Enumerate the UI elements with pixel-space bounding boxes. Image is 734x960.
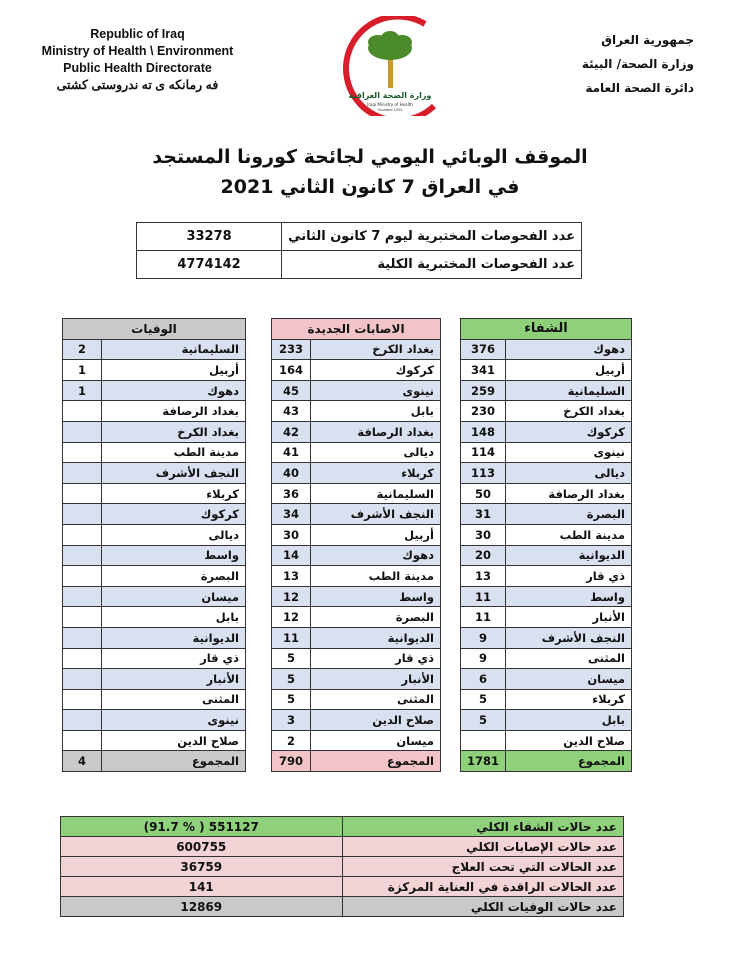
new-cases-row [272,586,441,607]
deaths-table [62,318,246,772]
new-cases-row [272,483,441,504]
deaths-province: ميسان [102,586,246,607]
daily-tests-row [137,223,582,251]
recoveries-row [461,545,632,566]
deaths-row [63,421,246,442]
recoveries-total-row [461,751,632,772]
header-arabic-ministry: وزارة الصحة/ البيئة [581,57,694,71]
recoveries-row [461,463,632,484]
summary-icu-value: 141 [61,877,343,897]
summary-icu-row [61,877,624,897]
recoveries-value: 230 [461,401,506,422]
deaths-row [63,380,246,401]
deaths-header-row [63,319,246,340]
new-cases-value: 45 [272,380,311,401]
deaths-row [63,524,246,545]
deaths-value: 2 [63,339,102,360]
recoveries-province: أربيل [506,360,632,381]
deaths-row [63,401,246,422]
new-cases-value: 164 [272,360,311,381]
recoveries-province: كركوك [506,421,632,442]
new-cases-value: 11 [272,627,311,648]
recoveries-table [460,318,632,772]
deaths-province: بابل [102,607,246,628]
deaths-row [63,545,246,566]
recoveries-total-label: المجموع [506,751,632,772]
recoveries-province: النجف الأشرف [506,627,632,648]
recoveries-value: 20 [461,545,506,566]
deaths-total-value: 4 [63,751,102,772]
deaths-value [63,648,102,669]
recoveries-province: صلاح الدين [506,730,632,751]
deaths-province: النجف الأشرف [102,463,246,484]
recoveries-value: 259 [461,380,506,401]
deaths-province: دهوك [102,380,246,401]
recoveries-row [461,627,632,648]
deaths-value [63,730,102,751]
recoveries-row [461,360,632,381]
recoveries-province: نينوى [506,442,632,463]
recoveries-value: 6 [461,669,506,690]
new-cases-total-row [272,751,441,772]
new-cases-value: 12 [272,607,311,628]
new-cases-province: ديالى [311,442,441,463]
new-cases-province: دهوك [311,545,441,566]
recoveries-province: دهوك [506,339,632,360]
header-arabic-country: جمهورية العراق [601,33,694,47]
new-cases-row [272,504,441,525]
recoveries-province: بغداد الرصافة [506,483,632,504]
deaths-row [63,689,246,710]
recoveries-province: واسط [506,586,632,607]
recoveries-value: 50 [461,483,506,504]
recoveries-value: 376 [461,339,506,360]
deaths-value [63,442,102,463]
new-cases-value: 5 [272,689,311,710]
recoveries-total-value: 1781 [461,751,506,772]
recoveries-row [461,339,632,360]
total-tests-label: عدد الفحوصات المختبرية الكلية [282,251,582,279]
header-directorate: Public Health Directorate [63,61,212,75]
recoveries-value: 113 [461,463,506,484]
new-cases-province: الديوانية [311,627,441,648]
new-cases-value: 5 [272,648,311,669]
deaths-province: صلاح الدين [102,730,246,751]
logo-palm-fronds [368,31,412,60]
new-cases-value: 2 [272,730,311,751]
deaths-value [63,463,102,484]
recoveries-row [461,669,632,690]
new-cases-province: واسط [311,586,441,607]
recoveries-province: بابل [506,710,632,731]
deaths-province: نينوى [102,710,246,731]
deaths-value [63,586,102,607]
deaths-province: كركوك [102,504,246,525]
logo-arabic-text: وزارة الصحة العراقية [348,91,432,100]
recoveries-province: ديالى [506,463,632,484]
deaths-value [63,627,102,648]
deaths-row [63,710,246,731]
header-ministry: Ministry of Health \ Environment [41,44,234,58]
deaths-total-label: المجموع [102,751,246,772]
new-cases-province: أربيل [311,524,441,545]
recoveries-value: 11 [461,607,506,628]
recoveries-row [461,524,632,545]
new-cases-row [272,401,441,422]
new-cases-value: 41 [272,442,311,463]
new-cases-row [272,524,441,545]
deaths-row [63,566,246,587]
summary-table [60,816,624,917]
new-cases-row [272,545,441,566]
new-cases-value: 233 [272,339,311,360]
recoveries-province: الأنبار [506,607,632,628]
deaths-value [63,524,102,545]
new-cases-province: كربلاء [311,463,441,484]
new-cases-row [272,566,441,587]
new-cases-total-value: 790 [272,751,311,772]
new-cases-province: بغداد الكرخ [311,339,441,360]
new-cases-value: 3 [272,710,311,731]
new-cases-row [272,648,441,669]
header-english-block [30,26,245,94]
summary-infections-label: عدد حالات الإصابات الكلي [342,837,624,857]
recoveries-row [461,566,632,587]
summary-recovered-row [61,817,624,837]
recoveries-row [461,648,632,669]
new-cases-province: السليمانية [311,483,441,504]
deaths-value [63,545,102,566]
deaths-value [63,401,102,422]
new-cases-value: 14 [272,545,311,566]
summary-recovered-value: (91.7 % ) 551127 [61,817,343,837]
total-tests-value: 4774142 [137,251,282,279]
recoveries-value: 5 [461,689,506,710]
deaths-province: السليمانية [102,339,246,360]
deaths-row [63,730,246,751]
new-cases-row [272,669,441,690]
recoveries-province: المثنى [506,648,632,669]
new-cases-value: 34 [272,504,311,525]
recoveries-province: البصرة [506,504,632,525]
page-title: الموقف الوبائي اليومي لجائحة كورونا المستجد [152,146,588,168]
header-kurdish: فه رمانكه ى ته ندروستى كشتى [56,78,219,92]
recoveries-value: 341 [461,360,506,381]
deaths-province: كربلاء [102,483,246,504]
total-tests-row [137,251,582,279]
new-cases-province: بغداد الرصافة [311,421,441,442]
recoveries-value: 114 [461,442,506,463]
logo-english-text: Iraqi Ministry of Health [367,102,413,107]
recoveries-row [461,483,632,504]
new-cases-province: بابل [311,401,441,422]
deaths-province: ذي قار [102,648,246,669]
deaths-row [63,483,246,504]
recoveries-row [461,504,632,525]
summary-infections-row [61,837,624,857]
new-cases-value: 42 [272,421,311,442]
ministry-logo [330,16,460,116]
new-cases-total-label: المجموع [311,751,441,772]
new-cases-row [272,607,441,628]
deaths-province: بغداد الرصافة [102,401,246,422]
palm-seal-icon [330,16,460,116]
deaths-value: 1 [63,380,102,401]
recoveries-province: السليمانية [506,380,632,401]
summary-infections-value: 600755 [61,837,343,857]
new-cases-row [272,463,441,484]
recoveries-row [461,730,632,751]
deaths-province: المثنى [102,689,246,710]
recoveries-row [461,421,632,442]
new-cases-header-row [272,319,441,340]
deaths-row [63,463,246,484]
deaths-row [63,360,246,381]
new-cases-province: ذي قار [311,648,441,669]
new-cases-province: المثنى [311,689,441,710]
deaths-province: مدينة الطب [102,442,246,463]
new-cases-row [272,627,441,648]
new-cases-row [272,710,441,731]
recoveries-row [461,586,632,607]
summary-deaths-value: 12869 [61,897,343,917]
deaths-province: الأنبار [102,669,246,690]
summary-treatment-label: عدد الحالات التي تحت العلاج [342,857,624,877]
summary-recovered-label: عدد حالات الشفاء الكلي [342,817,624,837]
recoveries-row [461,710,632,731]
deaths-row [63,504,246,525]
deaths-province: واسط [102,545,246,566]
deaths-value [63,710,102,731]
deaths-row [63,648,246,669]
deaths-row [63,339,246,360]
deaths-province: البصرة [102,566,246,587]
deaths-row [63,627,246,648]
recoveries-row [461,607,632,628]
new-cases-value: 12 [272,586,311,607]
new-cases-province: البصرة [311,607,441,628]
recoveries-province: كربلاء [506,689,632,710]
recoveries-value: 5 [461,710,506,731]
deaths-total-row [63,751,246,772]
new-cases-value: 30 [272,524,311,545]
new-cases-province: صلاح الدين [311,710,441,731]
recoveries-province: ذي قار [506,566,632,587]
deaths-value [63,607,102,628]
new-cases-province: النجف الأشرف [311,504,441,525]
summary-deaths-row [61,897,624,917]
recoveries-province: مدينة الطب [506,524,632,545]
deaths-province: ديالى [102,524,246,545]
new-cases-province: نينوى [311,380,441,401]
recoveries-row [461,380,632,401]
logo-trunk [388,58,393,88]
deaths-row [63,669,246,690]
deaths-value [63,421,102,442]
deaths-province: الديوانية [102,627,246,648]
new-cases-value: 36 [272,483,311,504]
lab-tests-table [136,222,582,279]
recoveries-province: ميسان [506,669,632,690]
new-cases-province: مدينة الطب [311,566,441,587]
new-cases-row [272,689,441,710]
deaths-row [63,607,246,628]
new-cases-row [272,339,441,360]
recoveries-value: 11 [461,586,506,607]
new-cases-table [271,318,441,772]
new-cases-value: 43 [272,401,311,422]
summary-treatment-value: 36759 [61,857,343,877]
summary-treatment-row [61,857,624,877]
recoveries-header-row [461,319,632,340]
deaths-value [63,504,102,525]
new-cases-row [272,360,441,381]
recoveries-province: الديوانية [506,545,632,566]
recoveries-value: 9 [461,648,506,669]
deaths-province: أربيل [102,360,246,381]
recoveries-row [461,689,632,710]
page-subtitle-date: في العراق 7 كانون الثاني 2021 [220,176,520,198]
new-cases-value: 40 [272,463,311,484]
deaths-value [63,689,102,710]
deaths-value [63,483,102,504]
deaths-value [63,669,102,690]
daily-tests-label: عدد الفحوصات المختبرية ليوم 7 كانون الثاني [282,223,582,251]
deaths-header: الوفيات [63,319,246,340]
new-cases-value: 13 [272,566,311,587]
new-cases-value: 5 [272,669,311,690]
recoveries-header: الشفاء [461,319,632,340]
recoveries-value: 30 [461,524,506,545]
new-cases-province: كركوك [311,360,441,381]
new-cases-header: الاصابات الجديدة [272,319,441,340]
recoveries-value: 31 [461,504,506,525]
summary-icu-label: عدد الحالات الراقدة في العناية المركزة [342,877,624,897]
recoveries-province: بغداد الكرخ [506,401,632,422]
new-cases-province: الأنبار [311,669,441,690]
header-arabic-directorate: دائرة الصحة العامة [585,81,694,95]
recoveries-value: 148 [461,421,506,442]
deaths-province: بغداد الكرخ [102,421,246,442]
recoveries-value: 9 [461,627,506,648]
header-country: Republic of Iraq [90,27,185,41]
deaths-value [63,566,102,587]
recoveries-row [461,442,632,463]
new-cases-row [272,380,441,401]
new-cases-row [272,421,441,442]
recoveries-value: 13 [461,566,506,587]
new-cases-province: ميسان [311,730,441,751]
header-arabic-block [534,28,694,100]
daily-tests-value: 33278 [137,223,282,251]
logo-founded-text: Founded 1920 [377,108,403,112]
deaths-value: 1 [63,360,102,381]
new-cases-row [272,730,441,751]
deaths-row [63,442,246,463]
summary-deaths-label: عدد حالات الوفيات الكلي [342,897,624,917]
recoveries-value [461,730,506,751]
deaths-row [63,586,246,607]
new-cases-row [272,442,441,463]
recoveries-row [461,401,632,422]
